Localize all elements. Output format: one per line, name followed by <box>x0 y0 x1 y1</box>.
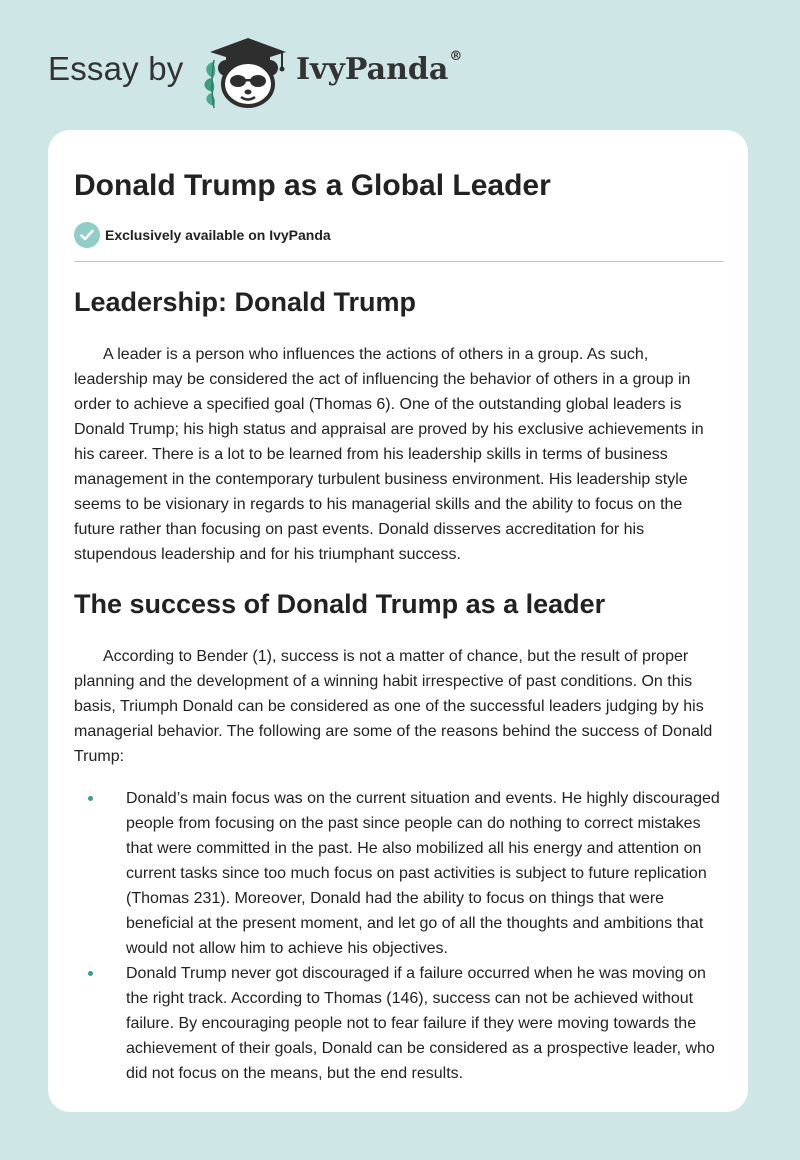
list-item <box>74 961 726 1086</box>
section-heading-leadership: Leadership: Donald Trump <box>74 287 417 317</box>
essay-title: Donald Trump as a Global Leader <box>74 169 551 202</box>
check-circle-icon <box>74 222 100 248</box>
section-paragraph-leadership: A leader is a person who influences the actions of others in a group. As such, leadership may be considered the act of influencing the behavior of others in a group in order to achieve a specified goal (Thomas 6). One of the outstanding global leaders is Donald Trump; his high status and appraisal are proved by his exclusive achievements in his career. There is a lot to be learned from his leadership skills in terms of business management in the contemporary turbulent business environment. His leadership style seems to be visionary in regards to his managerial skills and the ability to focus on the future rather than focusing on past events. Donald disserves accreditation for his stupendous leadership and for his triumphant success. <box>74 346 704 563</box>
title-divider <box>74 261 724 262</box>
list-item-text: Donald Trump never got discouraged if a failure occurred when he was moving on the right track. According to Thomas (146), success can not be achieved without failure. By encouraging people not to fear failure if they were moving towards the achievement of their goals, Donald can be considered as a prospective leader, who did not focus on the means, but the end results. <box>126 965 715 1082</box>
exclusive-badge <box>74 222 331 248</box>
site-header <box>0 0 800 130</box>
brand-name-text: IvyPanda <box>296 52 449 87</box>
essay-by-label: Essay by <box>48 50 184 87</box>
panda-logo-icon[interactable] <box>196 34 296 110</box>
list-item <box>74 786 726 961</box>
brand-name[interactable] <box>296 49 463 87</box>
success-reasons-list <box>74 786 726 1086</box>
bullet-dot-icon <box>88 796 93 801</box>
list-item-text: Donald’s main focus was on the current situation and events. He highly discouraged people from focusing on the past since people can do nothing to correct mistakes that were committed in the past. He also mobilized all his energy and attention on current tasks since too much focus on past activities is subject to future replication (Thomas 231). Moreover, Donald had the ability to focus on things that were beneficial at the present moment, and let go of all the thoughts and ambitions that would not allow him to achieve his objectives. <box>126 790 720 957</box>
essay-card <box>48 130 748 1112</box>
exclusive-badge-label: Exclusively available on IvyPanda <box>105 227 331 243</box>
bullet-dot-icon <box>88 971 93 976</box>
section-heading-success: The success of Donald Trump as a leader <box>74 589 606 619</box>
section-paragraph-success: According to Bender (1), success is not a matter of chance, but the result of proper planning and the development of a winning habit irrespective of past conditions. On this basis, Triumph Donald can be considered as one of the successful leaders judging by his managerial behavior. The following are some of the reasons behind the success of Donald Trump: <box>74 648 713 765</box>
registered-mark: ® <box>449 49 463 64</box>
